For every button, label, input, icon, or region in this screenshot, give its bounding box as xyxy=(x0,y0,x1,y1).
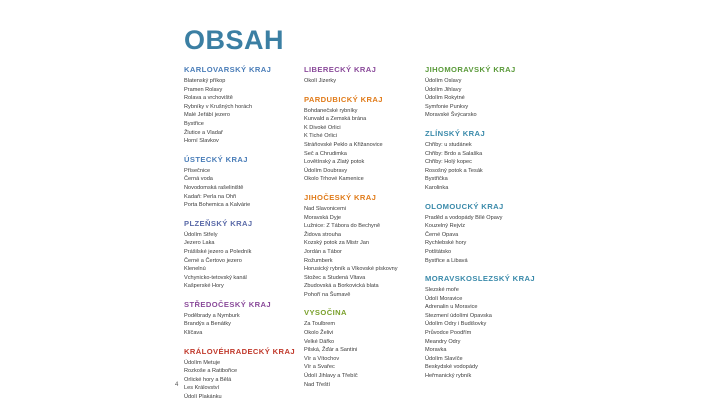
list-item: Moravské Švýcarsko xyxy=(425,112,477,119)
region-heading: VYSOČINA xyxy=(304,308,347,318)
region-heading: PARDUBICKÝ KRAJ xyxy=(304,94,383,104)
list-item: Kašperské Hory xyxy=(184,283,224,290)
list-item: Symfonie Punkvy xyxy=(425,103,469,110)
list-item: Kunvald a Zemská brána xyxy=(304,116,367,123)
list-item: Rozkoše a Ratibořice xyxy=(184,368,238,375)
list-item: Pohoří na Šumavě xyxy=(304,291,351,298)
list-item: Heřmanický rybník xyxy=(425,373,472,380)
list-item: Židova strouha xyxy=(304,231,342,238)
list-item: Průvodce Poodřím xyxy=(425,330,472,337)
region-heading: ÚSTECKÝ KRAJ xyxy=(184,154,248,164)
region-section xyxy=(304,64,419,86)
region-section xyxy=(425,193,535,266)
region-heading: LIBERECKÝ KRAJ xyxy=(304,65,377,74)
list-item: Údolím Rokytné xyxy=(425,95,465,102)
toc-column xyxy=(184,64,299,402)
list-item: Karolinka xyxy=(425,184,449,191)
list-item: Stožec a Studená Vltava xyxy=(304,274,366,281)
list-item: Nad Třeští xyxy=(304,381,331,388)
list-item: Seč a Chrudimka xyxy=(304,150,347,157)
list-item: Porta Bohemica a Kalvárie xyxy=(184,202,251,209)
list-item: Údolím Slavíče xyxy=(425,355,463,362)
list-item: Údolím Oslavy xyxy=(425,78,462,84)
toc-column xyxy=(425,64,535,381)
section-spacer xyxy=(425,265,535,273)
list-item: Horusický rybník a Vlkovské pískovny xyxy=(304,266,398,273)
region-section xyxy=(184,338,299,402)
list-item: Bystřice a Libavá xyxy=(425,257,468,264)
list-item: K Divoké Orlici xyxy=(304,124,341,131)
region-section xyxy=(304,299,419,389)
list-item: Vír a Svařec xyxy=(304,364,335,371)
list-item: Potštátsko xyxy=(425,248,452,255)
list-item: Chřiby: Holý kopec xyxy=(425,159,472,166)
region-section xyxy=(425,120,535,193)
list-item: Moravka xyxy=(425,347,447,354)
list-item: Černé Opava xyxy=(425,231,459,238)
region-heading: KRÁLOVÉHRADECKÝ KRAJ xyxy=(184,346,295,356)
list-item: Moravská Dyje xyxy=(304,214,341,221)
list-item: Klíčava xyxy=(184,330,203,337)
region-section xyxy=(184,146,299,210)
list-item: Za Toulbrem xyxy=(304,321,335,328)
region-item-list xyxy=(425,141,535,193)
list-item: Bystřička xyxy=(425,176,448,183)
region-heading: PLZEŇSKÝ KRAJ xyxy=(184,218,253,228)
list-item: Černá voda xyxy=(184,176,213,183)
list-item: Brandýs a Benátky xyxy=(184,321,231,328)
list-item: Nad Slavonicemi xyxy=(304,205,346,212)
list-item: Jordán a Tábor xyxy=(304,248,342,255)
section-spacer xyxy=(425,120,535,128)
region-item-list xyxy=(425,286,535,381)
region-heading: STŘEDOČESKÝ KRAJ xyxy=(184,299,271,309)
region-heading: JIHOČESKÝ KRAJ xyxy=(304,192,377,202)
list-item: Vchynicko-tetovský kanál xyxy=(184,274,247,281)
list-item: Velké Dářko xyxy=(304,338,335,345)
section-spacer xyxy=(184,338,299,346)
list-item: Bohdanečské rybníky xyxy=(304,107,358,114)
region-item-list xyxy=(184,231,299,291)
list-item: Orlické hory a Bělá xyxy=(184,376,232,383)
list-item: Údolím Střely xyxy=(184,231,218,238)
region-section xyxy=(184,210,299,291)
section-spacer xyxy=(184,291,299,299)
list-item: Blatenský příkop xyxy=(184,78,226,84)
region-item-list xyxy=(184,359,299,402)
list-item: Zbudovská a Borkovická blata xyxy=(304,283,379,290)
list-item: Údolím Odry i Budišovky xyxy=(425,321,487,328)
list-item: Malé Jeřábí jezero xyxy=(184,112,231,119)
list-item: Údolí Jihlavy a Třebíč xyxy=(304,373,358,380)
list-item: Okolo Trhové Kamenice xyxy=(304,176,364,183)
region-item-list xyxy=(184,167,299,210)
list-item: Vír a Vítochov xyxy=(304,355,340,362)
list-item: Adrenalin u Moravice xyxy=(425,304,478,311)
list-item: Poděbrady a Nymburk xyxy=(184,312,240,319)
list-item: Bystřice xyxy=(184,120,204,127)
list-item: Prášilské jezero a Poledník xyxy=(184,248,252,255)
list-item: Les Království xyxy=(184,385,220,392)
list-item: Meandry Odry xyxy=(425,338,461,345)
list-item: Stráňovské Peklo a Křižanovice xyxy=(304,141,383,148)
list-item: Údolí Plakánku xyxy=(184,394,222,401)
list-item: Pramen Rolavy xyxy=(184,86,223,93)
list-item: Údolí Moravice xyxy=(425,295,463,302)
list-item: Lužnice: Z Tábora do Bechyně xyxy=(304,223,381,230)
list-item: Chřiby: u studánek xyxy=(425,141,472,148)
list-item: Údolím Doubravy xyxy=(304,167,348,174)
list-item: Praděd a vodopády Bílé Opavy xyxy=(425,214,503,221)
list-item: Chřiby: Brdo a Salaška xyxy=(425,150,483,157)
region-heading: OLOMOUCKÝ KRAJ xyxy=(425,201,504,211)
list-item: Jezero Laka xyxy=(184,240,215,247)
list-item: K Tiché Orlici xyxy=(304,133,337,140)
list-item: Údolím Metuje xyxy=(184,359,221,366)
page-title: OBSAH xyxy=(184,25,285,55)
list-item: Rožumberk xyxy=(304,257,333,264)
region-item-list xyxy=(304,77,419,86)
region-section xyxy=(304,184,419,300)
list-item: Beskydské vodopády xyxy=(425,364,478,371)
list-item: Okolo Želivi xyxy=(304,330,334,337)
list-item: Klenelnú xyxy=(184,266,206,273)
section-spacer xyxy=(304,86,419,94)
region-heading: JIHOMORAVSKÝ KRAJ xyxy=(425,65,516,74)
region-section xyxy=(425,64,535,120)
list-item: Rolava a vrchoviště xyxy=(184,95,233,102)
list-item: Rychlebské hory xyxy=(425,240,467,247)
region-heading: ZLÍNSKÝ KRAJ xyxy=(425,128,486,138)
list-item: Horní Slavkov xyxy=(184,138,219,145)
list-item: Přísečnice xyxy=(184,167,211,174)
page-number: 4 xyxy=(175,382,179,388)
region-item-list xyxy=(304,107,419,184)
region-section xyxy=(184,64,299,146)
region-section xyxy=(184,291,299,338)
list-item: Lovětínský a Zlatý potok xyxy=(304,159,365,166)
region-item-list xyxy=(304,205,419,300)
region-heading: MORAVSKOSLEZSKÝ KRAJ xyxy=(425,274,535,284)
list-item: Údolím Jihlavy xyxy=(425,86,462,93)
section-spacer xyxy=(304,299,419,307)
region-section xyxy=(425,265,535,381)
region-item-list xyxy=(184,312,299,338)
list-item: Kouzelný Rejvíz xyxy=(425,223,466,230)
section-spacer xyxy=(425,193,535,201)
region-item-list xyxy=(304,320,419,389)
region-heading: KARLOVARSKÝ KRAJ xyxy=(184,65,272,74)
list-item: Rybníky v Krušných horách xyxy=(184,103,253,110)
list-item: Okolí Jizerky xyxy=(304,78,337,84)
region-section xyxy=(304,86,419,184)
region-item-list xyxy=(184,77,299,146)
region-item-list xyxy=(425,214,535,266)
list-item: Žlutice a Vladař xyxy=(184,129,223,136)
list-item: Novodomská rašeliniště xyxy=(184,184,244,191)
section-spacer xyxy=(304,184,419,192)
toc-column xyxy=(304,64,419,389)
list-item: Slezské moře xyxy=(425,287,459,294)
section-spacer xyxy=(184,210,299,218)
list-item: Stezmení údolími Opavska xyxy=(425,312,492,319)
list-item: Černé a Čertovo jezero xyxy=(184,257,242,264)
section-spacer xyxy=(184,146,299,154)
list-item: Kozský potok za Mistr Jan xyxy=(304,240,369,247)
list-item: Rosošný potok a Tesák xyxy=(425,167,483,174)
list-item: Pilská, Žďár a Santini xyxy=(304,347,358,354)
list-item: Kadaň: Perla na Ohři xyxy=(184,193,237,200)
region-item-list xyxy=(425,77,535,120)
